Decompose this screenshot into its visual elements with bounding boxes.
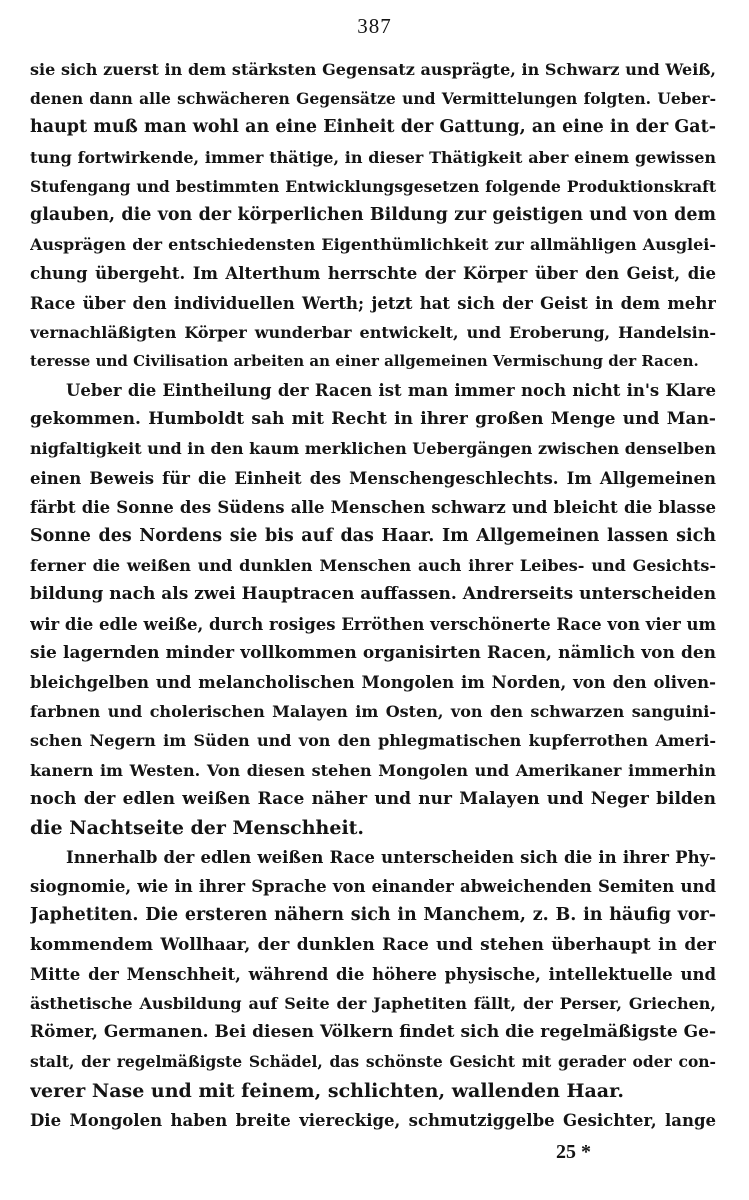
text-line: nigfaltigkeit und in den kaum merklichen Uebergängen zwischen denselben <box>30 439 716 459</box>
text-line: Innerhalb der edlen weißen Race unterscheiden sich die in ihrer Phy- <box>66 848 716 868</box>
text-line: die Nachtseite der Menschheit. <box>30 816 365 839</box>
text-line: schen Negern im Süden und von den phlegmatischen kupferrothen Ameri- <box>30 731 716 751</box>
text-line: Römer, Germanen. Bei diesen Völkern findet sich die regelmäßigste Ge- <box>30 1022 716 1043</box>
text-line: kanern im Westen. Von diesen stehen Mongolen und Amerikaner immerhin <box>30 760 716 780</box>
text-line: Mitte der Menschheit, während die höhere physische, intellektuelle und <box>30 964 716 984</box>
text-line: verer Nase und mit feinem, schlichten, wallenden Haar. <box>30 1079 624 1102</box>
text-line: Ueber die Eintheilung der Racen ist man immer noch nicht in's Klare <box>66 381 716 401</box>
text-line: farbnen und cholerischen Malayen im Osten, von den schwarzen sanguini- <box>30 702 716 722</box>
text-line: ästhetische Ausbildung auf Seite der Japhetiten fällt, der Perser, Griechen, <box>30 994 716 1013</box>
text-line: haupt muß man wohl an eine Einheit der Gattung, an eine in der Gat- <box>30 117 716 138</box>
text-line: gekommen. Humboldt sah mit Recht in ihrer großen Menge und Man- <box>30 409 716 430</box>
text-line: bildung nach als zwei Hauptracen auffassen. Andrerseits unterscheiden <box>30 584 716 605</box>
text-line: chung übergeht. Im Alterthum herrschte der Körper über den Geist, die <box>30 264 716 284</box>
text-line: noch der edlen weißen Race näher und nur Malayen und Neger bilden <box>30 788 716 809</box>
text-line: Ausprägen der entschiedensten Eigenthümlichkeit zur allmähligen Ausglei- <box>30 235 716 255</box>
body-text <box>30 55 716 1135</box>
text-line: vernachläßigten Körper wunderbar entwickelt, und Eroberung, Handelsin- <box>30 322 716 342</box>
page-number: 387 <box>357 14 392 38</box>
text-line: Sonne des Nordens sie bis auf das Haar. Im Allgemeinen lassen sich <box>30 526 716 546</box>
text-line: Stufengang und bestimmten Entwicklungsgesetzen folgende Produktionskraft <box>30 176 716 196</box>
text-line: Japhetiten. Die ersteren nähern sich in Manchem, z. B. in häufig vor- <box>30 905 716 926</box>
text-line: wir die edle weiße, durch rosiges Erröthen verschönerte Race von vier um <box>30 614 716 634</box>
text-line: Race über den individuellen Werth; jetzt hat sich der Geist in dem mehr <box>30 293 716 313</box>
text-line: stalt, der regelmäßigste Schädel, das schönste Gesicht mit gerader oder con- <box>30 1052 716 1072</box>
text-line: bleichgelben und melancholischen Mongolen im Norden, von den oliven- <box>30 672 716 692</box>
text-line: ferner die weißen und dunklen Menschen auch ihrer Leibes- und Gesichts- <box>30 556 716 576</box>
text-line: färbt die Sonne des Südens alle Menschen schwarz und bleicht die blasse <box>30 497 716 517</box>
text-line: sie lagernden minder vollkommen organisirten Racen, nämlich von den <box>30 642 716 663</box>
text-line: kommendem Wollhaar, der dunklen Race und stehen überhaupt in der <box>30 934 716 955</box>
text-line: sie sich zuerst in dem stärksten Gegensatz ausprägte, in Schwarz und Weiß, <box>30 60 716 79</box>
text-line: tung fortwirkende, immer thätige, in dieser Thätigkeit aber einem gewissen <box>30 147 716 167</box>
text-line: denen dann alle schwächeren Gegensätze und Vermittelungen folgten. Ueber- <box>30 89 716 109</box>
text-line: siognomie, wie in ihrer Sprache von einander abweichenden Semiten und <box>30 877 716 897</box>
text-line: Die Mongolen haben breite viereckige, schmutziggelbe Gesichter, lange <box>30 1110 716 1130</box>
text-line: einen Beweis für die Einheit des Menschengeschlechts. Im Allgemeinen <box>30 468 716 488</box>
signature-mark: 25 * <box>556 1141 591 1163</box>
text-line: glauben, die von der körperlichen Bildung zur geistigen und von dem <box>30 204 716 225</box>
text-line: teresse und Civilisation arbeiten an einer allgemeinen Vermischung der Racen. <box>30 351 699 370</box>
